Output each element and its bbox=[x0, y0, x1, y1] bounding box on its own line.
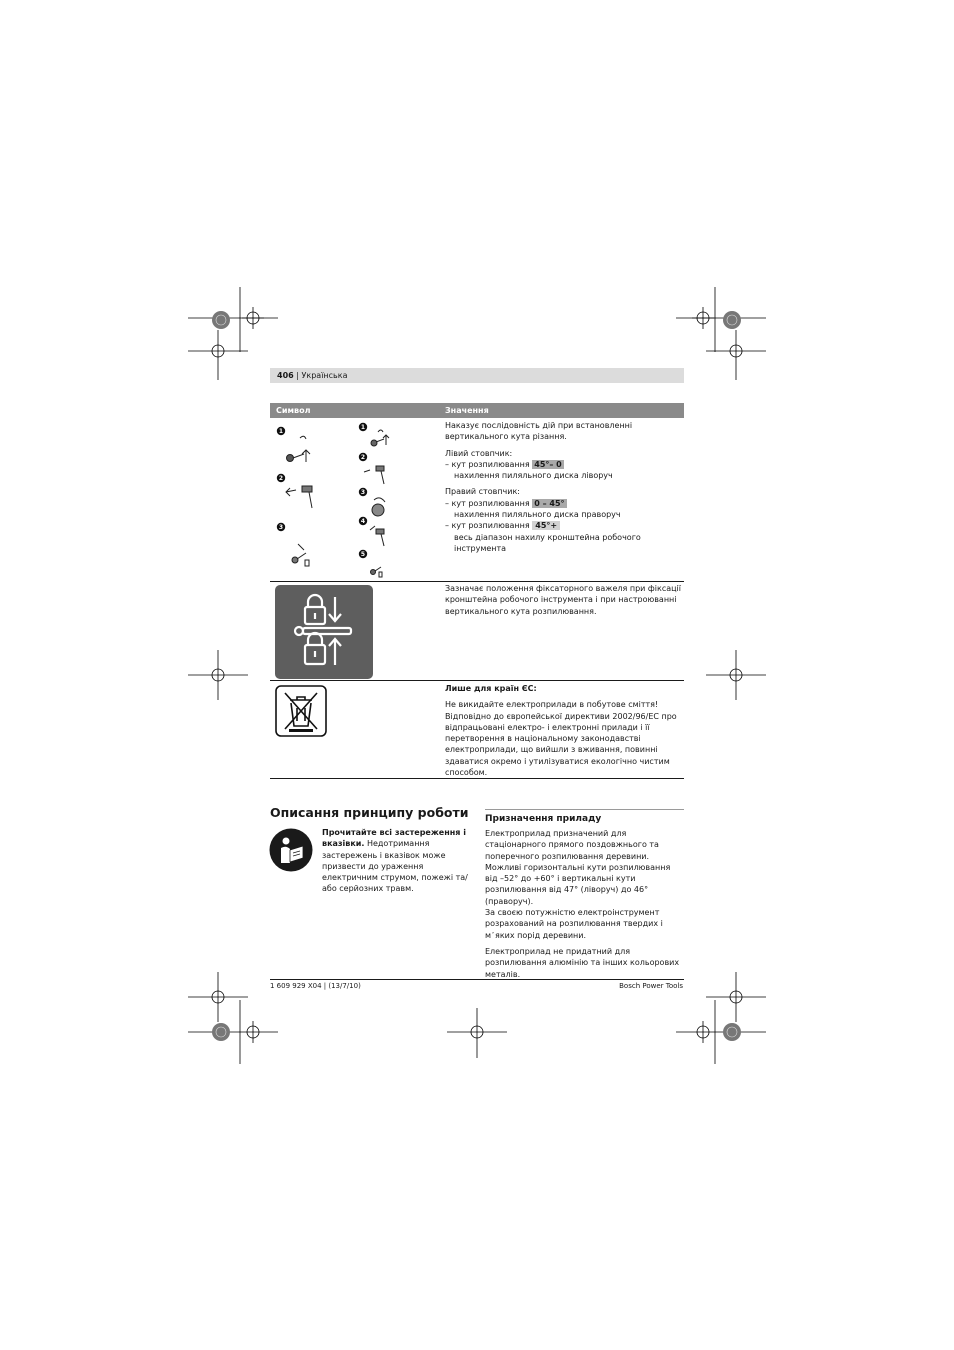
column-header-meaning: Значення bbox=[445, 406, 489, 415]
safety-warning-text: Недотримання застережень і вказівок може призвести до ураження електричним струмом, пожежі та/або серйозних травм. bbox=[322, 839, 468, 894]
right-item-1-prefix: – кут розпилювання bbox=[445, 498, 530, 508]
angle-badge-right: 0 – 45° bbox=[534, 498, 565, 508]
left-step-2: 2 bbox=[278, 475, 284, 482]
right-step-3: 3 bbox=[360, 489, 366, 496]
safety-warning-bold: Прочитайте всі застереження і вказівки. bbox=[322, 828, 466, 849]
right-item-2-rest: весь діапазон нахилу кронштейна робочого інструмента bbox=[454, 532, 641, 553]
angle-badge-left: 45°– 0 bbox=[534, 459, 562, 469]
eu-only-title: Лише для країн ЄС: bbox=[445, 684, 537, 693]
safety-warning bbox=[322, 827, 468, 895]
right-step-4: 4 bbox=[360, 518, 366, 525]
left-step-3: 3 bbox=[278, 524, 284, 531]
table-row-divider bbox=[270, 581, 684, 582]
right-step-5: 5 bbox=[360, 551, 366, 558]
lock-lever-icon bbox=[275, 585, 373, 679]
crossed-out-bin-icon bbox=[275, 685, 327, 737]
eu-disposal-warning: Не викидайте електроприлади в побутове сміття! bbox=[445, 700, 659, 710]
row1-meaning bbox=[445, 420, 684, 554]
left-step-badges bbox=[277, 427, 285, 531]
intended-use-p2: Можливі горизонтальні кути розпилювання від –52° до +60° і вертикальні кути розпилювання від 47° (ліворуч) до 46° (праворуч). bbox=[485, 862, 671, 906]
row1-intro: Наказує послідовність дій при встановленні вертикального кута різання. bbox=[445, 421, 633, 442]
subsection-rule bbox=[485, 809, 684, 810]
left-item-1-prefix: – кут розпилювання bbox=[445, 459, 530, 469]
footer-brand: Bosch Power Tools bbox=[619, 982, 683, 990]
footer-rule bbox=[270, 979, 684, 980]
right-item-2 bbox=[445, 520, 684, 531]
read-manual-icon bbox=[269, 828, 313, 872]
column-header-symbol: Символ bbox=[276, 406, 311, 415]
right-item-2-prefix: – кут розпилювання bbox=[445, 521, 530, 531]
subsection-title: Призначення приладу bbox=[485, 814, 602, 824]
right-step-1: 1 bbox=[360, 424, 366, 431]
header-language: Українська bbox=[301, 371, 348, 380]
left-step-1: 1 bbox=[278, 428, 284, 435]
intended-use-text bbox=[485, 828, 684, 980]
left-item-1 bbox=[445, 459, 684, 470]
eu-directive-text: Відповідно до європейської директиви 2002/96/ЕС про відпрацьовані електро- і електронні прилади і її перетворення в національному законодавстві електроприлади, що вийшли з вживання, повинні здаватися окремо і утилізуватися екологічно чистим способом. bbox=[445, 711, 677, 778]
right-item-1 bbox=[445, 498, 684, 509]
bevel-steps-illustration bbox=[270, 420, 440, 580]
intended-use-p3: За своєю потужністю електроінструмент розрахований на розпилювання твердих і м᾿яких порід деревини. bbox=[485, 908, 663, 940]
row3-meaning bbox=[445, 683, 684, 778]
page-header bbox=[270, 368, 684, 383]
left-item-1-rest: нахилення пиляльного диска ліворуч bbox=[454, 471, 613, 481]
header-separator: | bbox=[296, 371, 299, 380]
symbols-table-header bbox=[270, 403, 684, 418]
left-column-title: Лівий стовпчик: bbox=[445, 448, 513, 458]
right-item-1-rest: нахилення пиляльного диска праворуч bbox=[454, 510, 621, 520]
section-title: Описання принципу роботи bbox=[270, 805, 469, 820]
page-number: 406 bbox=[277, 371, 294, 380]
right-step-badges bbox=[359, 423, 367, 558]
table-bottom-rule bbox=[270, 778, 684, 779]
row2-meaning: Зазначає положення фіксаторного важеля при фіксації кронштейна робочого інструмента і при настроюванні вертикального кута розпилювання. bbox=[445, 584, 682, 616]
table-row-divider bbox=[270, 680, 684, 681]
intended-use-p4: Електроприлад не придатний для розпилювання алюмінію та інших кольорових металів. bbox=[485, 946, 680, 979]
right-column-title: Правий стовпчик: bbox=[445, 487, 521, 497]
right-step-2: 2 bbox=[360, 454, 366, 461]
footer-doc-code: 1 609 929 X04 | (13/7/10) bbox=[270, 982, 361, 990]
angle-badge-full: 45°+ bbox=[532, 521, 560, 530]
intended-use-p1: Електроприлад призначений для стаціонарного прямого поздовжнього та поперечного розпилювання деревини. bbox=[485, 829, 659, 861]
